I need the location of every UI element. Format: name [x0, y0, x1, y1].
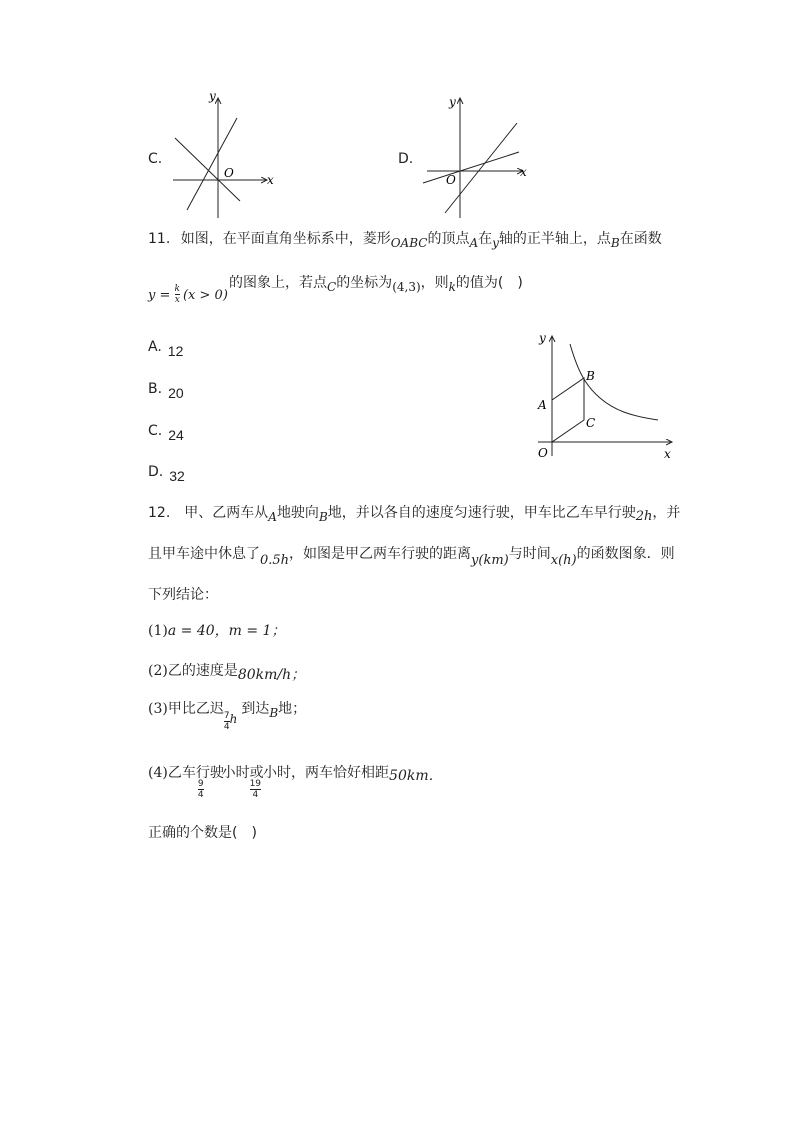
q12-text: 下列结论：	[148, 587, 218, 603]
rhombus-oabc	[552, 378, 584, 442]
shape-name: OABC	[390, 236, 428, 250]
point-label: A	[268, 510, 277, 524]
line-2	[445, 123, 517, 213]
point-c-label: C	[586, 416, 596, 430]
func-lhs: y =	[148, 288, 175, 303]
point-label: B	[269, 706, 279, 720]
q11-text: 轴的正半轴上，点	[498, 231, 611, 247]
point-label: B	[610, 236, 620, 250]
point-label: C	[327, 280, 337, 294]
q12-text: ，并	[652, 505, 681, 521]
y-label: y	[209, 89, 216, 103]
line-1	[187, 118, 237, 210]
coordinate: (4,3)	[392, 280, 421, 294]
math-value: h	[229, 712, 238, 726]
q12-question	[148, 822, 257, 842]
q12-text: 乙车行驶	[167, 765, 224, 781]
point-label: B	[318, 510, 328, 524]
origin-label: O	[538, 446, 548, 460]
q12-text: 小时或	[221, 765, 264, 781]
option-value: 32	[169, 468, 185, 484]
option-d-label: D.	[398, 151, 414, 167]
graph-c	[165, 88, 280, 220]
item-number: (1)	[148, 623, 168, 639]
q12-text: 甲、乙两车从	[184, 505, 269, 521]
option-label: B.	[148, 381, 163, 397]
point-b-label: B	[586, 369, 595, 383]
func-condition: (x > 0)	[182, 288, 228, 303]
q12-text: 且甲车途中休息了	[148, 546, 260, 562]
q12-text: 地；	[278, 701, 307, 717]
numerator: 7	[223, 711, 230, 721]
item-number: (4)	[148, 765, 168, 781]
fraction	[198, 779, 204, 800]
option-value: 12	[167, 343, 184, 359]
denominator: 4	[250, 789, 261, 800]
q12-text: ，如图是甲乙两车行驶的距离	[289, 546, 472, 562]
q12-text: 地，并以各自的速度匀速行驶，甲车比乙车早行驶	[327, 505, 636, 521]
origin-label: O	[446, 173, 456, 187]
func-fraction	[175, 284, 180, 305]
q11-text: 的值为( )	[455, 275, 523, 291]
q11-option-a[interactable]	[148, 336, 183, 359]
math-value: x(h)	[550, 553, 577, 568]
origin-label: O	[224, 166, 234, 180]
math-value: a = 40，m = 1；	[167, 623, 286, 639]
q12-line-2	[148, 543, 675, 568]
q12-conclusion-2	[148, 660, 305, 684]
point-a-label: A	[538, 398, 547, 412]
denominator: 4	[197, 790, 204, 800]
q12-text: 到达	[241, 701, 270, 717]
q11-line-2	[229, 272, 523, 294]
numerator: k	[174, 284, 180, 294]
var-k: k	[448, 280, 456, 294]
q12-conclusion-1	[148, 620, 285, 640]
numerator: 9	[197, 779, 204, 789]
q11-text: 的坐标为	[336, 275, 393, 291]
q12-text: 地驶向	[276, 505, 319, 521]
q12-text: 乙的速度是	[167, 663, 238, 679]
x-label: x	[267, 173, 274, 187]
math-value: y(km)	[471, 553, 509, 568]
hyperbola	[570, 344, 658, 420]
q12-line-1	[148, 502, 680, 524]
x-label: x	[520, 165, 527, 179]
q11-function	[148, 284, 228, 305]
item-number: (3)	[148, 701, 168, 717]
math-value: 50km．	[389, 768, 443, 784]
option-value: 24	[168, 427, 184, 443]
option-value: 20	[168, 385, 184, 401]
x-label: x	[664, 447, 671, 461]
numerator: 19	[249, 779, 262, 789]
q11-option-c[interactable]	[148, 420, 184, 443]
q12-text: 小时，两车恰好相距	[263, 765, 390, 781]
q12-line-3	[148, 584, 218, 604]
q12-text: 的函数图象．则	[576, 546, 675, 562]
y-label: y	[539, 331, 546, 345]
q11-option-d[interactable]	[148, 461, 185, 484]
q12-conclusion-4	[148, 762, 443, 800]
q11-text: ，则	[420, 275, 449, 291]
graph-d	[415, 88, 535, 220]
q11-text: 在函数	[619, 231, 662, 247]
option-label: D.	[148, 464, 164, 480]
q11-text: 的图象上，若点	[229, 275, 327, 291]
denominator: x	[174, 295, 180, 305]
math-value: 2h	[635, 509, 653, 524]
item-number: (2)	[148, 663, 168, 679]
q11-figure	[530, 328, 680, 463]
q12-text: 正确的个数是( )	[148, 825, 257, 841]
q11-option-b[interactable]	[148, 378, 184, 401]
q12-text: 甲比乙迟	[167, 701, 224, 717]
point-label: A	[469, 236, 479, 250]
q11-number: 11.	[148, 231, 171, 247]
math-value: 80km/h；	[237, 667, 306, 683]
q11-line-1	[148, 228, 662, 250]
q12-conclusion-3	[148, 698, 306, 732]
q11-text: 如图，在平面直角坐标系中，菱形	[180, 231, 391, 247]
q11-text: 在	[478, 231, 493, 247]
option-label: A.	[148, 339, 162, 355]
denominator: 4	[223, 722, 230, 732]
line-1	[423, 152, 519, 183]
q12-number: 12.	[148, 505, 171, 521]
q12-text: 与时间	[508, 546, 551, 562]
q11-text: 的顶点	[427, 231, 470, 247]
math-value: 0.5h	[260, 553, 290, 568]
option-label: C.	[148, 423, 163, 439]
y-label: y	[449, 95, 456, 109]
axis-var: y	[492, 236, 499, 250]
fraction	[250, 779, 261, 800]
option-c-label: C.	[148, 151, 163, 167]
